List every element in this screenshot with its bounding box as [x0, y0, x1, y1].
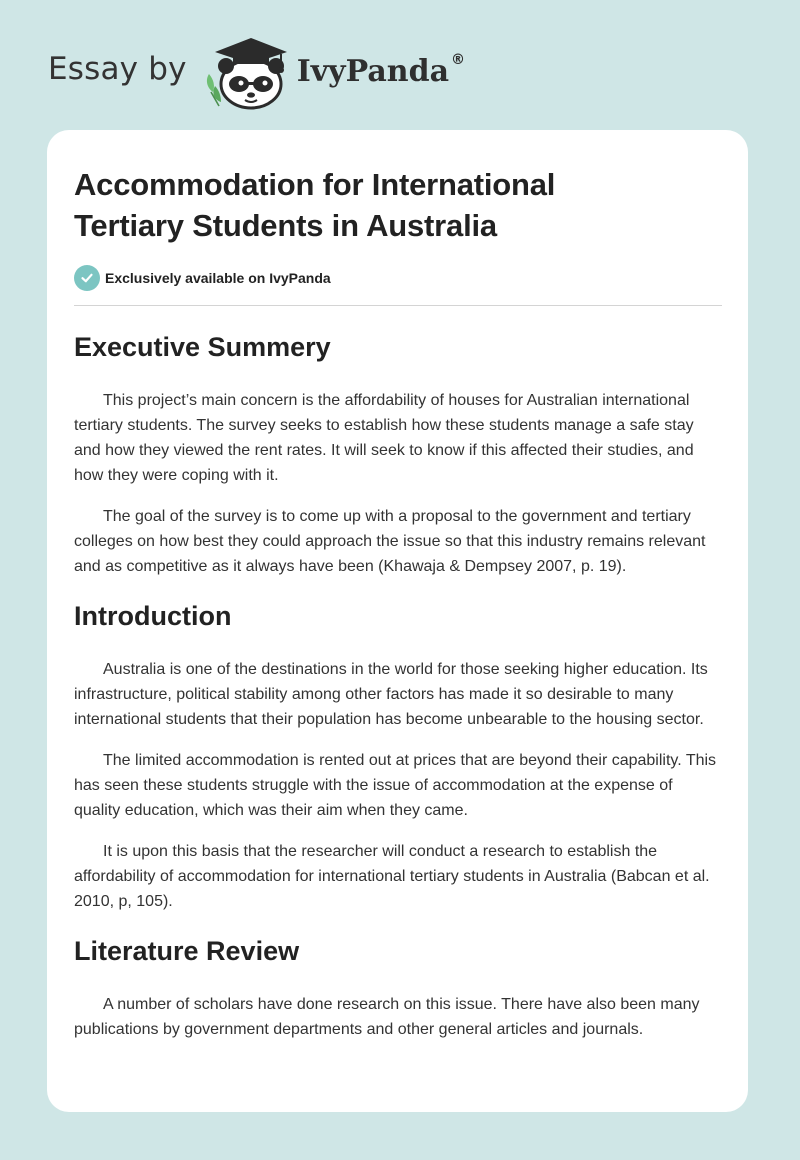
section-literature-review — [74, 934, 722, 1042]
section-heading: Introduction — [74, 601, 232, 631]
paragraph: Australia is one of the destinations in the world for those seeking higher education. Its infrastructure, political stability among other factors has made it so desirable to many international students that their population has become unbearable to the housing sector. — [74, 661, 708, 728]
paragraph: The limited accommodation is rented out at prices that are beyond their capability. This has seen these students struggle with the issue of accommodation at the expense of quality education, which was their aim when they came. — [74, 752, 717, 819]
title-line-1: Accommodation for International — [74, 167, 556, 202]
badge-text: Exclusively available on IvyPanda — [105, 270, 331, 286]
article-content — [74, 164, 722, 1042]
section-introduction — [74, 599, 722, 914]
article-card — [47, 130, 748, 1112]
brand-name: IvyPanda ® — [296, 51, 466, 89]
paragraph: A number of scholars have done research on this issue. There have also been many publications by government departments and other general articles and journals. — [74, 996, 700, 1038]
article-title — [74, 164, 722, 246]
brand-prefix: Essay by — [48, 51, 187, 87]
check-icon — [74, 265, 100, 291]
registered-mark: ® — [451, 51, 466, 68]
paragraph: It is upon this basis that the researcher will conduct a research to establish the affordability of accommodation for international tertiary students in Australia (Babcan et al. 2010, p, 105). — [74, 843, 710, 910]
section-heading: Executive Summery — [74, 332, 331, 362]
title-line-2: Tertiary Students in Australia — [74, 208, 497, 243]
exclusive-badge — [74, 265, 722, 291]
title-divider — [74, 305, 722, 306]
site-brand[interactable] — [48, 34, 465, 110]
paragraph: The goal of the survey is to come up with a proposal to the government and tertiary colleges on how best they could approach the issue so that this industry remains relevant and as competitive as it always have been (Khawaja & Dempsey 2007, p. 19). — [74, 508, 706, 575]
paragraph: This project’s main concern is the affordability of houses for Australian international tertiary students. The survey seeks to establish how these students manage a safe stay and how they viewed the rent rates. It will seek to know if this affected their studies, and how they were coping with it. — [74, 392, 694, 484]
panda-graduate-icon — [201, 34, 293, 110]
section-executive-summary — [74, 330, 722, 579]
section-heading: Literature Review — [74, 936, 300, 966]
